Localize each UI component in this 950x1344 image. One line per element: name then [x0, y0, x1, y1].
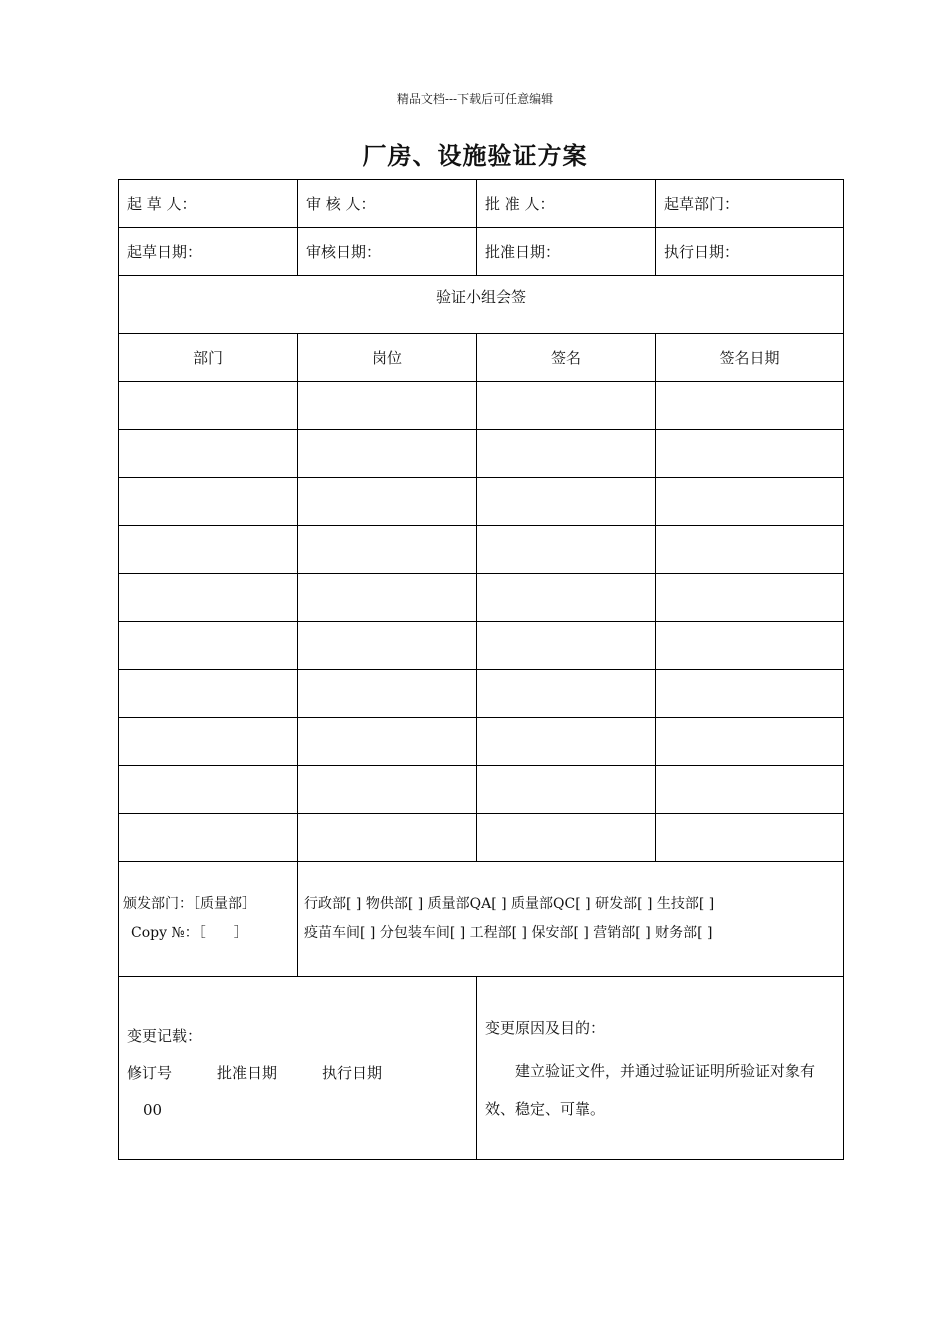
- sign-cell[interactable]: [119, 526, 298, 574]
- sign-cell[interactable]: [477, 766, 656, 814]
- sign-row: [119, 382, 844, 430]
- sign-cell[interactable]: [477, 814, 656, 862]
- sign-cell[interactable]: [119, 574, 298, 622]
- change-record-label: 变更记载：: [127, 1027, 203, 1045]
- sign-cell[interactable]: [119, 766, 298, 814]
- sign-cell[interactable]: [656, 526, 844, 574]
- reviewer-cell[interactable]: 审 核 人：: [298, 180, 477, 228]
- review-date-cell[interactable]: 审核日期：: [298, 228, 477, 276]
- draft-date-cell[interactable]: 起草日期：: [119, 228, 298, 276]
- approver-cell[interactable]: 批 准 人：: [477, 180, 656, 228]
- change-reason-cell: [477, 977, 844, 1160]
- sign-row: [119, 670, 844, 718]
- sign-row: [119, 526, 844, 574]
- sign-header-row: [119, 334, 844, 382]
- sign-row: [119, 814, 844, 862]
- author-row: [119, 180, 844, 228]
- validation-form-table: [118, 179, 844, 1160]
- distribution-row: [119, 862, 844, 977]
- sign-cell[interactable]: [298, 622, 477, 670]
- drafting-dept-cell[interactable]: 起草部门：: [656, 180, 844, 228]
- change-reason-text: 建立验证文件，并通过验证证明所验证对象有效、稳定、可靠。: [485, 1061, 816, 1118]
- sign-cell[interactable]: [119, 718, 298, 766]
- sign-cell[interactable]: [298, 478, 477, 526]
- signoff-title: 验证小组会签: [119, 276, 844, 334]
- col-header-position: 岗位: [298, 334, 477, 382]
- sign-cell[interactable]: [477, 574, 656, 622]
- sign-cell[interactable]: [119, 622, 298, 670]
- sign-cell[interactable]: [298, 382, 477, 430]
- distribution-list-cell: [298, 862, 844, 977]
- sign-cell[interactable]: [477, 622, 656, 670]
- sign-row: [119, 430, 844, 478]
- sign-cell[interactable]: [119, 430, 298, 478]
- sign-cell[interactable]: [119, 478, 298, 526]
- sign-row: [119, 766, 844, 814]
- sign-cell[interactable]: [656, 670, 844, 718]
- sign-cell[interactable]: [656, 718, 844, 766]
- sign-cell[interactable]: [119, 382, 298, 430]
- sign-cell[interactable]: [656, 814, 844, 862]
- sign-row: [119, 622, 844, 670]
- sign-row: [119, 718, 844, 766]
- sign-cell[interactable]: [656, 430, 844, 478]
- sign-cell[interactable]: [656, 382, 844, 430]
- copy-number-label: Copy №：［ ］: [131, 925, 248, 941]
- sign-cell[interactable]: [298, 574, 477, 622]
- revision-number: 00: [143, 1101, 163, 1119]
- distribution-line-2[interactable]: 疫苗车间[ ] 分包装车间[ ] 工程部[ ] 保安部[ ] 营销部[ ] 财务部[ ]: [304, 925, 713, 941]
- drafter-cell[interactable]: 起 草 人：: [119, 180, 298, 228]
- sign-cell[interactable]: [656, 766, 844, 814]
- sign-cell[interactable]: [477, 430, 656, 478]
- sign-cell[interactable]: [298, 430, 477, 478]
- sign-cell[interactable]: [656, 574, 844, 622]
- distribution-line-1[interactable]: 行政部[ ] 物供部[ ] 质量部QA[ ] 质量部QC[ ] 研发部[ ] 生技部[ ]: [304, 896, 715, 912]
- sign-cell[interactable]: [298, 670, 477, 718]
- header-note: 精品文档---下载后可任意编辑: [396, 92, 554, 106]
- change-row: [119, 977, 844, 1160]
- change-reason-label: 变更原因及目的：: [485, 1018, 606, 1037]
- sign-cell[interactable]: [477, 718, 656, 766]
- col-header-signature: 签名: [477, 334, 656, 382]
- sign-cell[interactable]: [298, 718, 477, 766]
- col-header-department: 部门: [119, 334, 298, 382]
- sign-cell[interactable]: [477, 526, 656, 574]
- sign-cell[interactable]: [298, 814, 477, 862]
- date-row: [119, 228, 844, 276]
- revision-columns: 修订号 批准日期 执行日期: [127, 1064, 383, 1082]
- issuing-dept-label: 颁发部门：［质量部］: [123, 896, 256, 912]
- signoff-title-row: [119, 276, 844, 334]
- sign-cell[interactable]: [477, 670, 656, 718]
- sign-cell[interactable]: [477, 478, 656, 526]
- sign-cell[interactable]: [298, 766, 477, 814]
- change-record-cell: [119, 977, 477, 1160]
- sign-cell[interactable]: [298, 526, 477, 574]
- document-title: 厂房、设施验证方案: [362, 142, 588, 170]
- col-header-sign-date: 签名日期: [656, 334, 844, 382]
- sign-cell[interactable]: [656, 478, 844, 526]
- sign-cell[interactable]: [477, 382, 656, 430]
- approval-date-cell[interactable]: 批准日期：: [477, 228, 656, 276]
- execution-date-cell[interactable]: 执行日期：: [656, 228, 844, 276]
- issuing-dept-cell: [119, 862, 298, 977]
- sign-row: [119, 478, 844, 526]
- sign-row: [119, 574, 844, 622]
- sign-cell[interactable]: [119, 670, 298, 718]
- sign-cell[interactable]: [119, 814, 298, 862]
- sign-cell[interactable]: [656, 622, 844, 670]
